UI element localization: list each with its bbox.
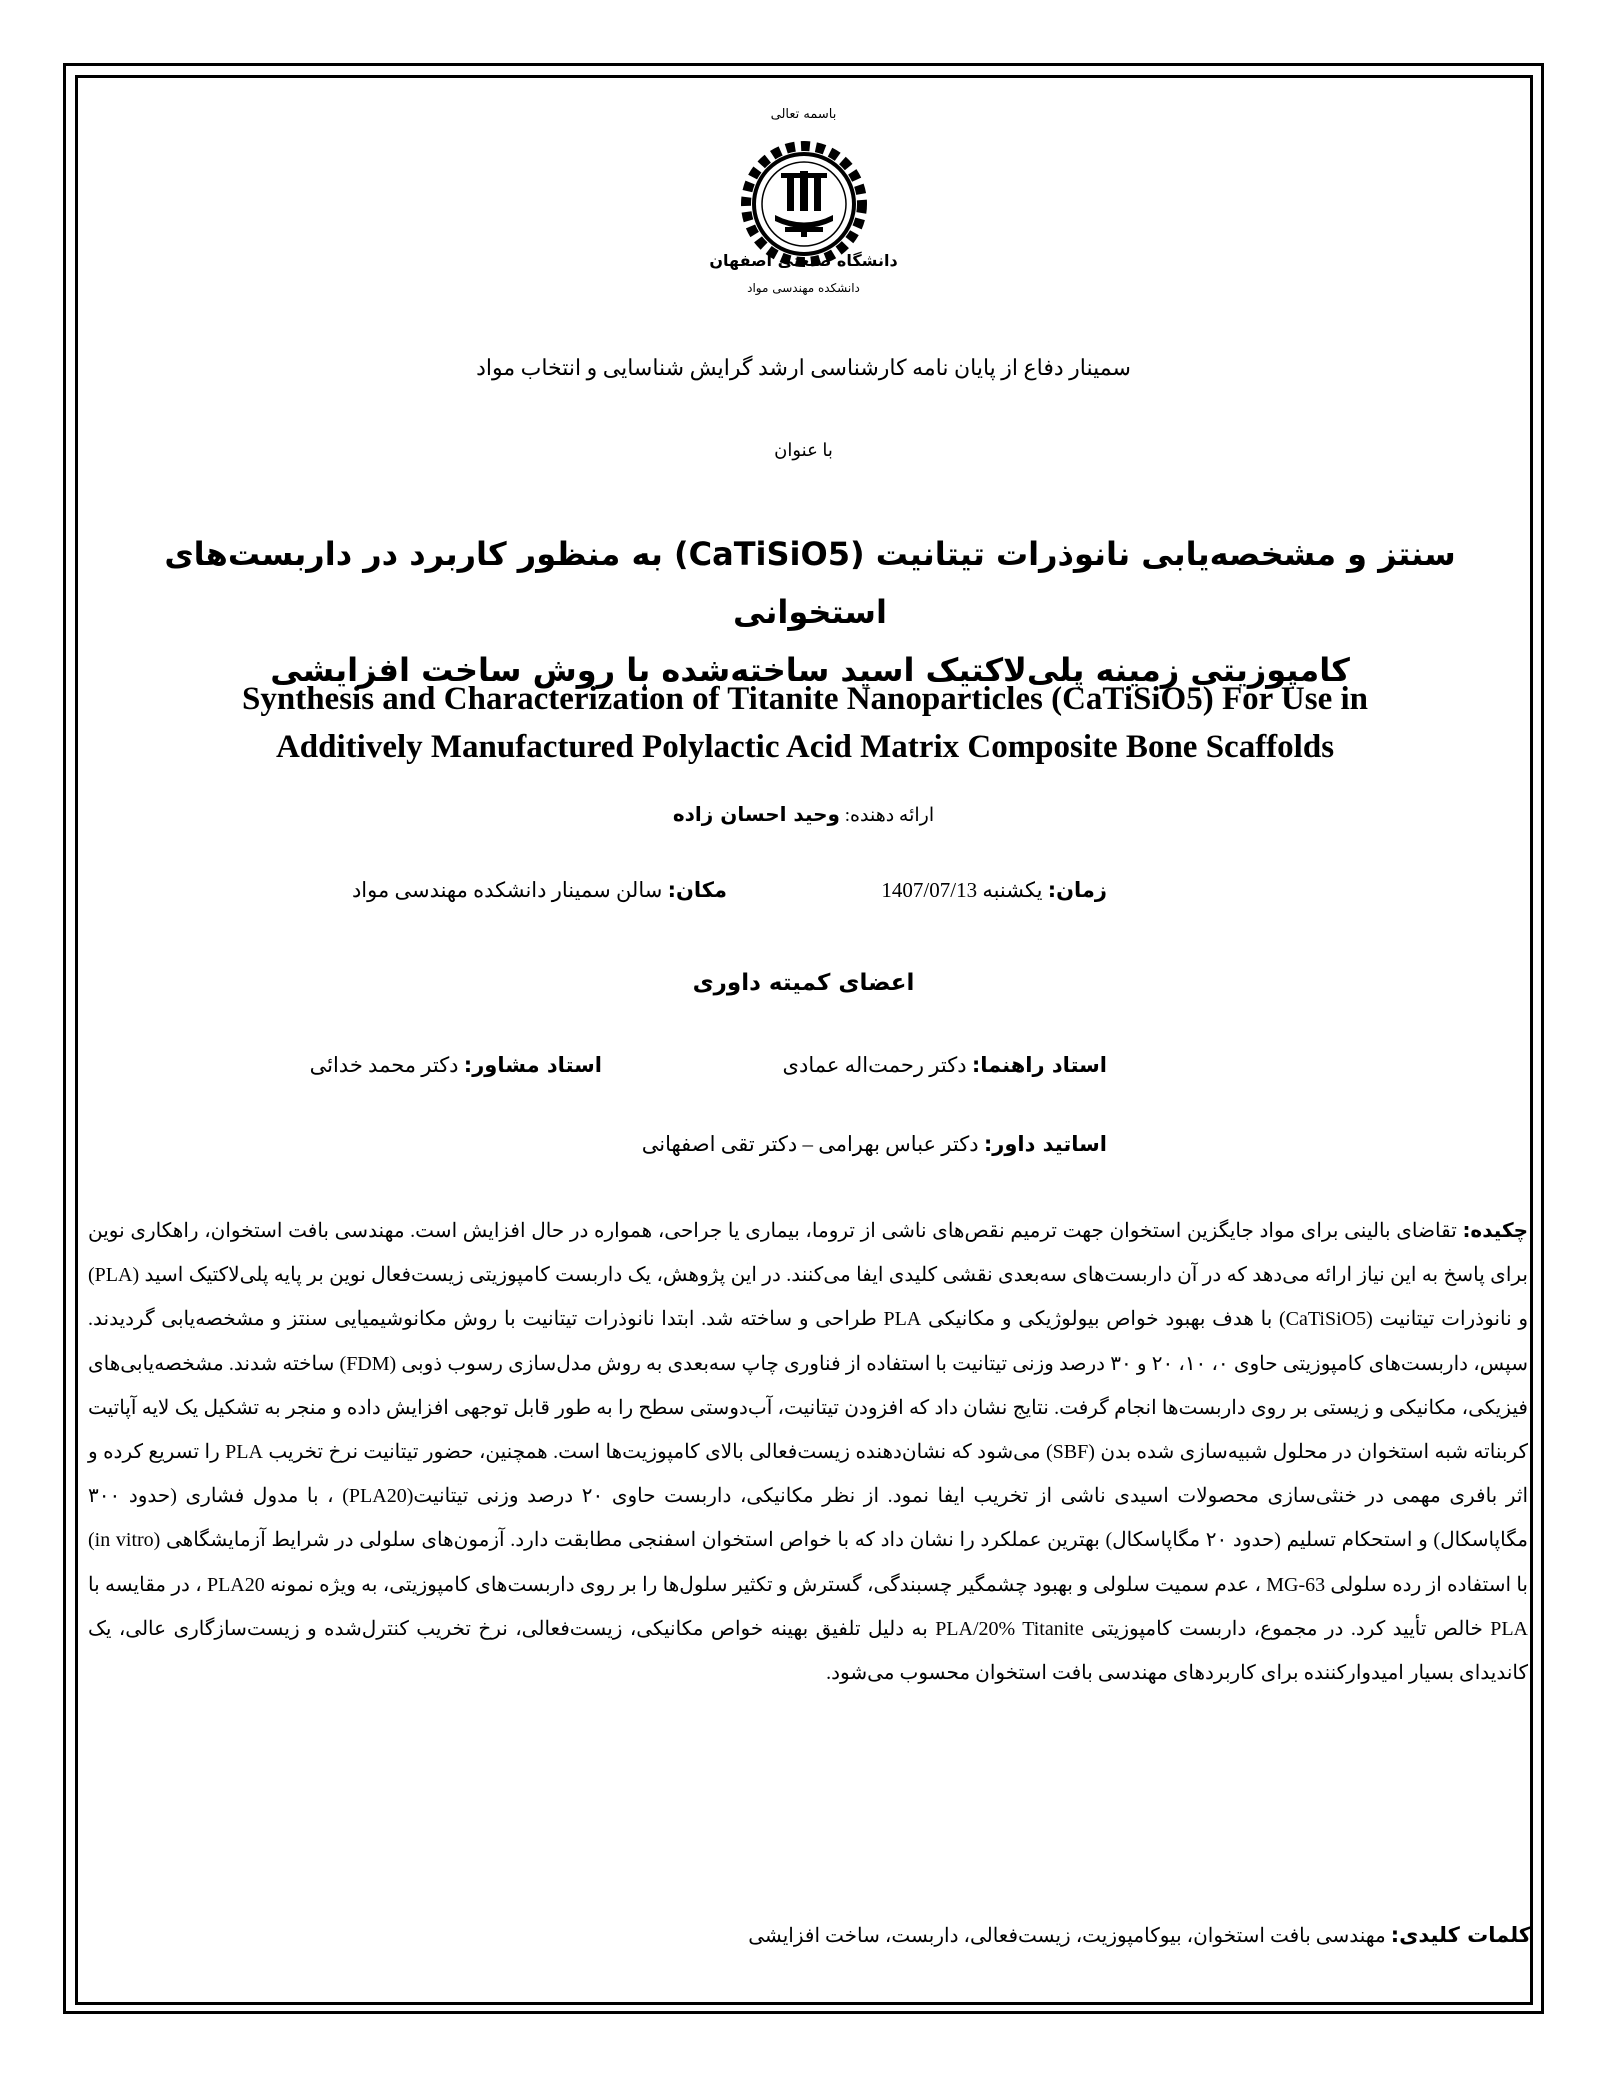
with-title-label: با عنوان — [774, 440, 833, 460]
abstract-label: چکیده: — [1462, 1218, 1529, 1242]
faculty-name: دانشکده مهندسی مواد — [747, 281, 860, 295]
supervisor-name: دکتر رحمت‌اله عمادی — [782, 1053, 967, 1077]
abstract — [88, 1208, 1528, 1695]
seminar-place — [352, 878, 727, 903]
keywords — [748, 1923, 1531, 1948]
presenter-name: وحید احسان زاده — [672, 802, 840, 826]
time-date: 1407/07/13 — [881, 878, 978, 902]
thesis-title-persian — [120, 525, 1500, 699]
thesis-title-english-line-2: Additively Manufactured Polylactic Acid Matrix Composite Bone Scaffolds — [275, 729, 1335, 765]
time-label: زمان: — [1047, 878, 1107, 902]
referees-names: دکتر عباس بهرامی – دکتر تقی اصفهانی — [641, 1132, 979, 1156]
keywords-label: کلمات کلیدی: — [1390, 1923, 1531, 1947]
referees-label: اساتید داور: — [983, 1132, 1107, 1156]
seminar-line: سمینار دفاع از پایان نامه کارشناسی ارشد گرایش شناسایی و انتخاب مواد — [476, 355, 1131, 380]
committee-heading: اعضای کمیته داوری — [692, 970, 915, 996]
university-name: دانشگاه صنعتی اصفهان — [709, 251, 898, 270]
time-day: یکشنبه — [982, 878, 1043, 902]
abstract-text: تقاضای بالینی برای مواد جایگزین استخوان جهت ترمیم نقص‌های ناشی از تروما، بیماری یا جراحی، همواره در حال افزایش است. مهندسی بافت استخوان، راهکاری نوین برای پاسخ به این نیاز ارائه می‌دهد که در آن داربست‌های سه‌بعدی نقشی کلیدی ایفا می‌کنند. در این پژوهش، یک داربست کامپوزیتی زیست‌فعال نوین بر پایه پلی‌لاکتیک اسید (PLA) و نانوذرات تیتانیت (CaTiSiO5) با هدف بهبود خواص بیولوژیکی و مکانیکی PLA طراحی و ساخته شد. ابتدا نانوذرات تیتانیت با روش مکانوشیمیایی سنتز و مشخصه‌یابی گردیدند. سپس، داربست‌های کامپوزیتی حاوی ۰، ۱۰، ۲۰ و ۳۰ درصد وزنی تیتانیت با استفاده از فناوری چاپ سه‌بعدی به روش مدل‌سازی رسوب ذوبی (FDM) ساخته شدند. مشخصه‌یابی‌های فیزیکی، مکانیکی و زیستی بر روی داربست‌ها انجام گرفت. نتایج نشان داد که افزودن تیتانیت، آب‌دوستی سطح را به طور قابل توجهی افزایش داده و منجر به تشکیل یک لایه آپاتیت کربناته شبه استخوان در محلول شبیه‌سازی شده بدن (SBF) می‌شود که نشان‌دهنده زیست‌فعالی بالای کامپوزیت‌ها است. همچنین، حضور تیتانیت نرخ تخریب PLA را تسریع کرده و اثر بافری مهمی در خنثی‌سازی محصولات اسیدی ناشی از تخریب ایفا نمود. از نظر مکانیکی، داربست حاوی ۲۰ درصد وزنی تیتانیت(PLA20) ، با مدول فشاری (حدود ۳۰۰ مگاپاسکال) و استحکام تسلیم (حدود ۲۰ مگاپاسکال) بهترین عملکرد را نشان داد که با خواص استخوان اسفنجی مطابقت دارد. آزمون‌های سلولی در شرایط آزمایشگاهی (in vitro) با استفاده از رده سلولی MG-63 ، عدم سمیت سلولی و بهبود چشمگیر چسبندگی، گسترش و تکثیر سلول‌ها را بر روی داربست‌های کامپوزیتی، به ویژه نمونه PLA20 ، در مقایسه با PLA خالص تأیید کرد. در مجموع، داربست کامپوزیتی PLA/20% Titanite به دلیل تلفیق بهینه خواص مکانیکی، زیست‌فعالی، نرخ تخریب کنترل‌شده و زیست‌سازگاری عالی، یک کاندیدای بسیار امیدوارکننده برای کاربردهای مهندسی بافت استخوان محسوب می‌شود. — [88, 1220, 1529, 1685]
advisor — [310, 1053, 602, 1078]
place-label: مکان: — [667, 878, 727, 902]
advisor-label: استاد مشاور: — [463, 1053, 602, 1077]
bismillah-heading: باسمه تعالی — [770, 107, 837, 122]
thesis-title-persian-line-1: سنتز و مشخصه‌یابی نانوذرات تیتانیت (CaTiSiO5) به منظور کاربرد در داربست‌های استخوانی — [164, 535, 1456, 631]
supervisor-label: استاد راهنما: — [971, 1053, 1107, 1077]
advisor-name: دکتر محمد خدائی — [309, 1053, 459, 1077]
keywords-value: مهندسی بافت استخوان، بیوکامپوزیت، زیست‌فعالی، داربست، ساخت افزایشی — [748, 1925, 1386, 1947]
thesis-title-english — [140, 675, 1470, 771]
referees — [642, 1132, 1107, 1157]
presenter — [0, 802, 1607, 827]
thesis-title-english-line-1: Synthesis and Characterization of Titanite Nanoparticles (CaTiSiO5) For Use in — [242, 681, 1368, 717]
seminar-time — [881, 878, 1107, 903]
place-value: سالن سمینار دانشکده مهندسی مواد — [351, 878, 663, 902]
thesis-title-persian-line-2: کامپوزیتی زمینه پلی‌لاکتیک اسید ساخته‌شده با روش ساخت افزایشی — [270, 651, 1350, 689]
supervisor — [783, 1053, 1107, 1078]
presenter-label: ارائه دهنده: — [844, 805, 935, 826]
